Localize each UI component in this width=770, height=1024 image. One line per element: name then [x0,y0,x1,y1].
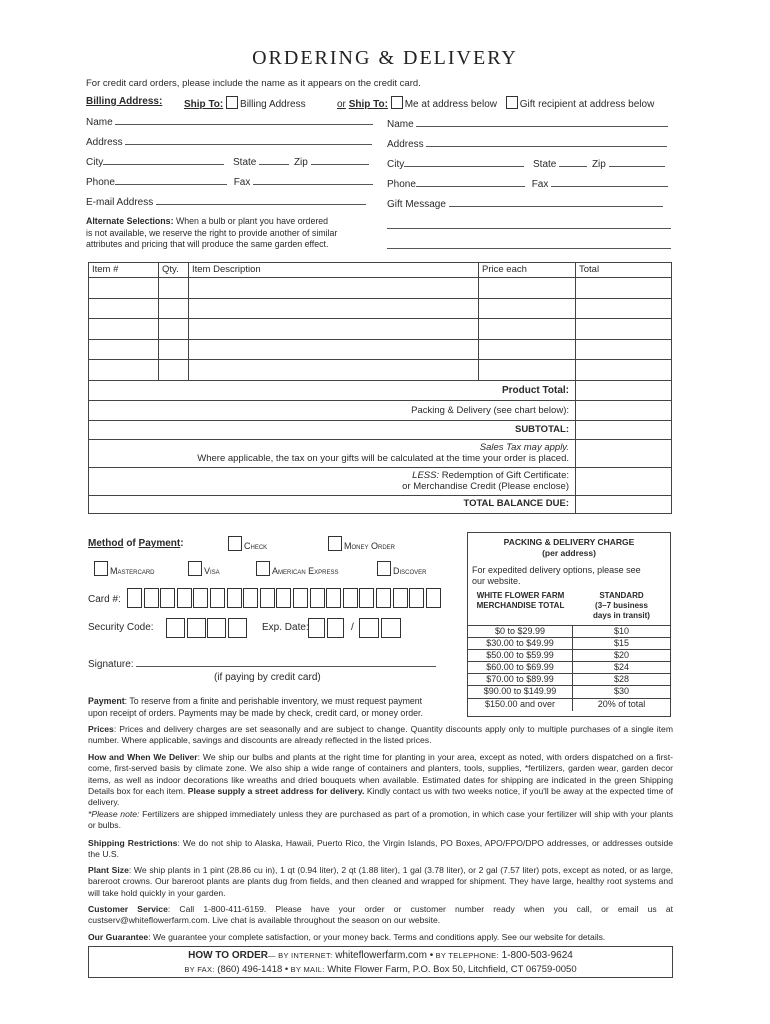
balance-label: TOTAL BALANCE DUE: [89,496,576,513]
packing-range: $90.00 to $149.99 [468,686,573,697]
packing-row [89,401,671,421]
payment-note-heading: Payment [88,696,125,706]
fertilizer-note-heading: *Please note: [88,809,140,819]
ship-name-label: Name [387,119,414,130]
money-order-label: Money Order [344,541,396,551]
billing-email-label: E-mail Address [86,197,154,208]
packing-charge: $15 [613,638,630,649]
packing-range: $150.00 and over [468,699,573,711]
tax-label [89,440,576,467]
less-row [89,468,671,496]
payment-note-line-2: upon receipt of orders. Payments may be made by check, credit card, or money order. [88,707,423,718]
payment-heading-colon: : [180,538,184,549]
how-to-order-box [88,946,673,978]
ship-to-label-2: Ship To: [348,99,388,110]
card-number-label: Card #: [88,594,121,605]
table-row [468,650,670,662]
fax-number: (860) 496-1418 [214,964,285,975]
gift-message-field[interactable] [449,198,663,207]
billing-state-label: State [233,157,257,168]
mail-address: White Flower Farm, P.O. Box 50, Litchfield, CT 06759-0050 [324,964,577,975]
ship-me-label: Me at address below [404,99,497,110]
telephone-number: 1-800-503-9624 [498,950,573,961]
packing-col-merchandise [468,591,573,611]
ship-city-label: City [387,159,405,170]
table-row [468,699,670,711]
ship-phone-label: Phone [387,179,416,190]
visa-checkbox[interactable] [188,561,202,576]
guarantee-heading: Our Guarantee [88,932,149,942]
billing-fax-field[interactable] [253,176,373,185]
shipping-restrictions-text: : We do not ship to Alaska, Hawaii, Puerto Rico, the Virgin Islands, PO Boxes, APO/FPO/DPO addresses, or addresses outside the U.S. [88,838,673,860]
by-fax-label: BY FAX: [184,965,215,974]
or-label: or [337,99,346,110]
billing-zip-field[interactable] [311,156,369,165]
billing-city-label: City [86,157,104,168]
packing-col1-line-2: MERCHANDISE TOTAL [476,601,565,610]
product-total-row [89,381,671,401]
product-total-value[interactable] [576,381,671,400]
billing-zip-label: Zip [293,157,308,168]
ship-fax-field[interactable] [551,178,668,187]
packing-note-line-2: our website. [472,575,521,586]
customer-service-text: : Call 1-800-411-6159. Please have your order or customer number ready when you call, or email us at custserv@whiteflowerfarm.com. Live chat is available throughout the season on our website. [88,904,673,926]
packing-note-line-1: For expedited delivery options, please see [472,565,641,575]
packing-chart [467,532,671,717]
packing-label: Packing & Delivery (see chart below): [89,401,576,420]
signature-field[interactable] [136,658,436,667]
intro-text: For credit card orders, please include the name as it appears on the credit card. [86,78,421,89]
packing-charge: $10 [613,626,630,636]
alternate-line-1: When a bulb or plant you have ordered [175,216,329,226]
packing-range: $60.00 to $69.99 [468,662,573,673]
guarantee-text: : We guarantee your complete satisfaction, or your money back. Terms and conditions apply. See our website for details. [148,932,606,942]
packing-range: $30.00 to $49.99 [468,638,573,649]
less-line-1: Redemption of Gift Certificate: [439,469,569,481]
packing-range: $0 to $29.99 [468,626,573,637]
packing-chart-title: PACKING & DELIVERY CHARGE [503,537,635,547]
billing-address-label: Address [86,137,123,148]
ship-address-label: Address [387,139,424,150]
billing-state-field[interactable] [259,156,289,165]
billing-phone-field[interactable] [115,176,227,185]
gift-message-line-2[interactable] [387,220,671,229]
subtotal-label: SUBTOTAL: [89,421,576,439]
packing-col-standard [573,591,670,621]
alternate-heading: Alternate Selections: [86,216,174,226]
order-table [88,262,672,514]
amex-label: American Express [272,566,339,576]
delivery-street-note: Please supply a street address for delivery. [187,785,365,796]
order-table-header [89,263,671,278]
billing-email-field[interactable] [156,196,366,205]
discover-label: Discover [393,566,427,576]
page-title: ORDERING & DELIVERY [252,47,518,69]
col-description: Item Description [189,263,479,277]
guarantee [88,932,673,943]
ship-me-checkbox[interactable] [391,96,403,109]
table-row[interactable] [89,299,671,320]
billing-fax-label: Fax [233,177,251,188]
billing-address-field[interactable] [125,136,372,145]
ship-billing-checkbox[interactable] [226,96,238,109]
product-total-label: Product Total: [89,381,576,400]
separator-dot-2: • [284,964,289,975]
by-telephone-label: BY TELEPHONE: [433,951,499,960]
delivery-text: : We ship our bulbs and plants at the right time for planting in your area, except as noted, with orders dispatched on a first-come, first-served basis by climate zone. We also ship a wide range of containers and planters, tools, supplies, *fertilizers, garden wear, garden decor items, as well as indoor decorations like wreaths and dried bouquets when available. Estimated dates for shipping are indicated in the green Shipping Details box for each item. [88,752,673,796]
plant-size-heading: Plant Size [88,865,129,875]
table-row [468,686,670,698]
ship-to-label: Ship To: [184,99,224,110]
packing-col2-line-3: days in transit) [593,611,650,620]
packing-chart-note [468,565,670,586]
packing-col2-line-2: (3–7 business [595,601,648,610]
col-qty: Qty. [159,263,189,277]
payment-heading-of: of [123,538,139,549]
mastercard-label: Mastercard [110,566,155,576]
check-label: Check [244,541,268,551]
tax-value[interactable] [576,440,671,467]
packing-charge: $20 [613,650,630,661]
exp-month-boxes[interactable] [308,618,345,638]
by-mail-label: BY MAIL: [288,965,325,974]
packing-col2-line-1: STANDARD [599,591,644,600]
mastercard-checkbox[interactable] [94,561,108,576]
less-label [89,468,576,495]
gift-message-label: Gift Message [387,199,446,210]
customer-service [88,904,673,927]
if-credit-label: (if paying by credit card) [214,672,321,683]
alternate-selections [86,216,337,251]
separator-dot: • [429,950,434,961]
packing-value[interactable] [576,401,671,420]
how-to-order-heading: HOW TO ORDER [188,950,268,961]
check-checkbox[interactable] [228,536,242,551]
ship-fax-label: Fax [531,179,549,190]
prices-text: : Prices and delivery charges are set seasonally and are subject to change. Quantity discounts apply only to multiple purchases of a single item number. Where applicable, savings and discounts are already reflected in the listed prices. [88,724,673,746]
exp-slash: / [351,622,354,633]
delivery-heading: How and When We Deliver [88,752,198,762]
delivery-text-2: Kindly contact us with two weeks notice, if you'll be away at the expected time of delivery. [88,785,673,808]
packing-range: $50.00 to $59.99 [468,650,573,661]
alternate-line-2: is not available, we reserve the right to provide another of similar [86,227,338,238]
payment-note [88,696,423,719]
balance-value[interactable] [576,496,671,513]
ship-state-label: State [533,159,557,170]
payment-heading-method: Method [88,538,124,549]
col-item-number: Item # [89,263,159,277]
visa-label: Visa [204,566,220,576]
table-row [468,626,670,638]
balance-row [89,496,671,513]
card-number-boxes[interactable] [127,588,442,608]
billing-name-label: Name [86,117,113,128]
security-code-label: Security Code: [88,622,154,633]
shipping-restrictions-heading: Shipping Restrictions [88,838,178,848]
ship-zip-field[interactable] [609,158,665,167]
exp-date-label: Exp. Date: [262,622,309,633]
ship-name-field[interactable] [416,118,668,127]
money-order-checkbox[interactable] [328,536,342,551]
ship-city-field[interactable] [404,158,524,167]
ship-zip-label: Zip [591,159,606,170]
tax-line-2: Where applicable, the tax on your gifts will be calculated at the time your order is placed. [197,452,569,464]
less-value[interactable] [576,468,671,495]
shipping-restrictions [88,838,673,861]
exp-year-boxes[interactable] [359,618,402,638]
by-internet-label: — BY INTERNET: [267,951,333,960]
ship-gift-label: Gift recipient at address below [519,99,655,110]
packing-grid [468,625,670,711]
plant-size-text: : We ship plants in 1 pint (28.86 cu in), 1 qt (0.94 liter), 2 qt (1.88 liter), 1 gal (3.78 liter), or 2 gal (7.57 liter) pots, except as noted, or as large, bareroot crowns. Our bareroot plants are plants dug from fields, and then cleaned and wrapped for shipment. They have large, healthy root systems and will take hold quickly in your garden. [88,865,673,898]
packing-charge: 20% of total [597,698,646,709]
table-row[interactable] [89,319,671,340]
table-row[interactable] [89,360,671,381]
discover-checkbox[interactable] [377,561,391,576]
billing-phone-label: Phone [86,177,115,188]
table-row[interactable] [89,278,671,299]
billing-city-field[interactable] [103,156,224,165]
payment-note-line-1: : To reserve from a finite and perishable inventory, we must request payment [124,696,423,706]
ship-phone-field[interactable] [416,178,525,187]
packing-charge: $28 [613,674,630,685]
alternate-line-3: attributes and pricing that will produce the same garden effect. [86,239,329,249]
customer-service-heading: Customer Service [88,904,168,914]
signature-label: Signature: [88,659,134,670]
fertilizer-note [88,809,673,832]
gift-message-line-3[interactable] [387,240,671,249]
packing-charge: $24 [613,662,630,673]
ship-state-field[interactable] [559,158,587,167]
website-link[interactable]: whiteflowerfarm.com [332,950,430,961]
plant-size [88,865,673,899]
table-row [468,662,670,674]
packing-range: $70.00 to $89.99 [468,674,573,685]
subtotal-value[interactable] [576,421,671,439]
ship-gift-checkbox[interactable] [506,96,518,109]
security-code-boxes[interactable] [166,618,248,638]
table-row[interactable] [89,340,671,361]
tax-line-1: Sales Tax may apply. [479,441,569,453]
tax-row [89,440,671,468]
packing-chart-subtitle: (per address) [542,548,596,558]
packing-charge: $30 [613,686,630,697]
fertilizer-note-text: Fertilizers are shipped immediately unless they are purchased as part of a promotion, in which case your fertilizer will ship with your plants or bulbs. [88,809,674,831]
col-price-each: Price each [479,263,576,277]
ship-billing-label: Billing Address [240,99,306,110]
billing-name-field[interactable] [115,116,373,125]
amex-checkbox[interactable] [256,561,270,576]
packing-col1-line-1: WHITE FLOWER FARM [476,591,565,600]
table-row [468,674,670,686]
table-row [468,638,670,650]
prices-policy [88,724,673,747]
subtotal-row [89,421,671,440]
ship-address-field[interactable] [426,138,667,147]
less-line-2: or Merchandise Credit (Please enclose) [402,480,569,492]
payment-heading-payment: Payment [138,538,181,549]
less-prefix: LESS: [412,469,440,481]
delivery-policy [88,752,673,808]
prices-heading: Prices [88,724,114,734]
billing-heading: Billing Address: [86,96,163,107]
col-total: Total [579,264,600,275]
